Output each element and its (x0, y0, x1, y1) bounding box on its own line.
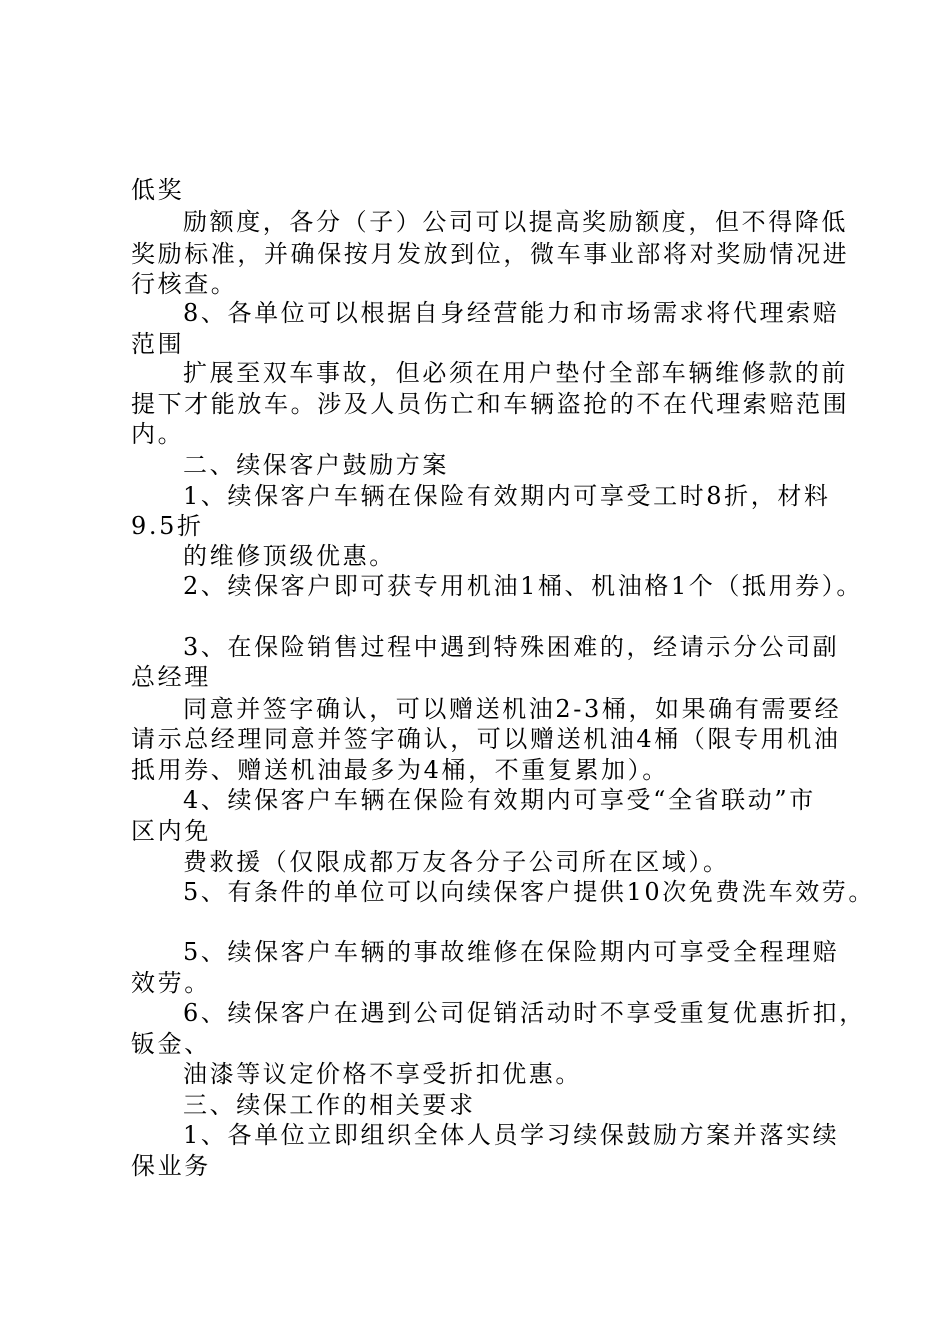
text-line: 奖励标准，并确保按月发放到位，微车事业部将对奖励情况进 (131, 240, 850, 268)
text-line: 抵用券、赠送机油最多为4桶，不重复累加）。 (131, 756, 669, 784)
text-line: 费救援（仅限成都万友各分子公司所在区域）。 (183, 848, 730, 876)
section-heading: 三、续保工作的相关要求 (183, 1091, 476, 1119)
text-line: 提下才能放车。涉及人员伤亡和车辆盗抢的不在代理索赔范围 (131, 390, 850, 418)
text-line: 3、在保险销售过程中遇到特殊困难的，经请示分公司副 (183, 633, 840, 661)
text-line: 总经理 (131, 663, 211, 691)
section-heading: 二、续保客户鼓励方案 (183, 451, 449, 479)
text-line: 9.5折 (131, 512, 204, 540)
text-line: 内。 (131, 420, 185, 448)
text-line: 保业务 (131, 1152, 211, 1180)
text-line: 请示总经理同意并签字确认，可以赠送机油4桶（限专用机油 (131, 725, 841, 753)
text-line: 区内免 (131, 817, 211, 845)
text-line: 钣金、 (131, 1030, 211, 1058)
text-line: 5、续保客户车辆的事故维修在保险期内可享受全程理赔 (183, 938, 840, 966)
text-line: 8、各单位可以根据自身经营能力和市场需求将代理索赔 (183, 299, 840, 327)
text-line: 油漆等议定价格不享受折扣优惠。 (183, 1060, 582, 1088)
text-line: 1、续保客户车辆在保险有效期内可享受工时8折，材料 (183, 482, 831, 510)
text-line: 2、续保客户即可获专用机油1桶、机油格1个（抵用券）。 (183, 572, 864, 600)
text-line: 6、续保客户在遇到公司促销活动时不享受重复优惠折扣， (183, 999, 866, 1027)
text-line: 励额度，各分（子）公司可以提高奖励额度，但不得降低 (183, 208, 848, 236)
text-line: 的维修顶级优惠。 (183, 542, 396, 570)
text-line: 扩展至双车事故，但必须在用户垫付全部车辆维修款的前 (183, 359, 848, 387)
text-line: 低奖 (131, 176, 185, 204)
text-line: 范围 (131, 330, 185, 358)
text-line: 效劳。 (131, 969, 211, 997)
text-line: 同意并签字确认，可以赠送机油2-3桶，如果确有需要经 (183, 695, 842, 723)
text-line: 5、有条件的单位可以向续保客户提供10次免费洗车效劳。 (183, 878, 876, 906)
text-line: 4、续保客户车辆在保险有效期内可享受“全省联动”市 (183, 786, 816, 814)
text-line: 1、各单位立即组织全体人员学习续保鼓励方案并落实续 (183, 1121, 840, 1149)
text-line: 行核查。 (131, 270, 238, 298)
